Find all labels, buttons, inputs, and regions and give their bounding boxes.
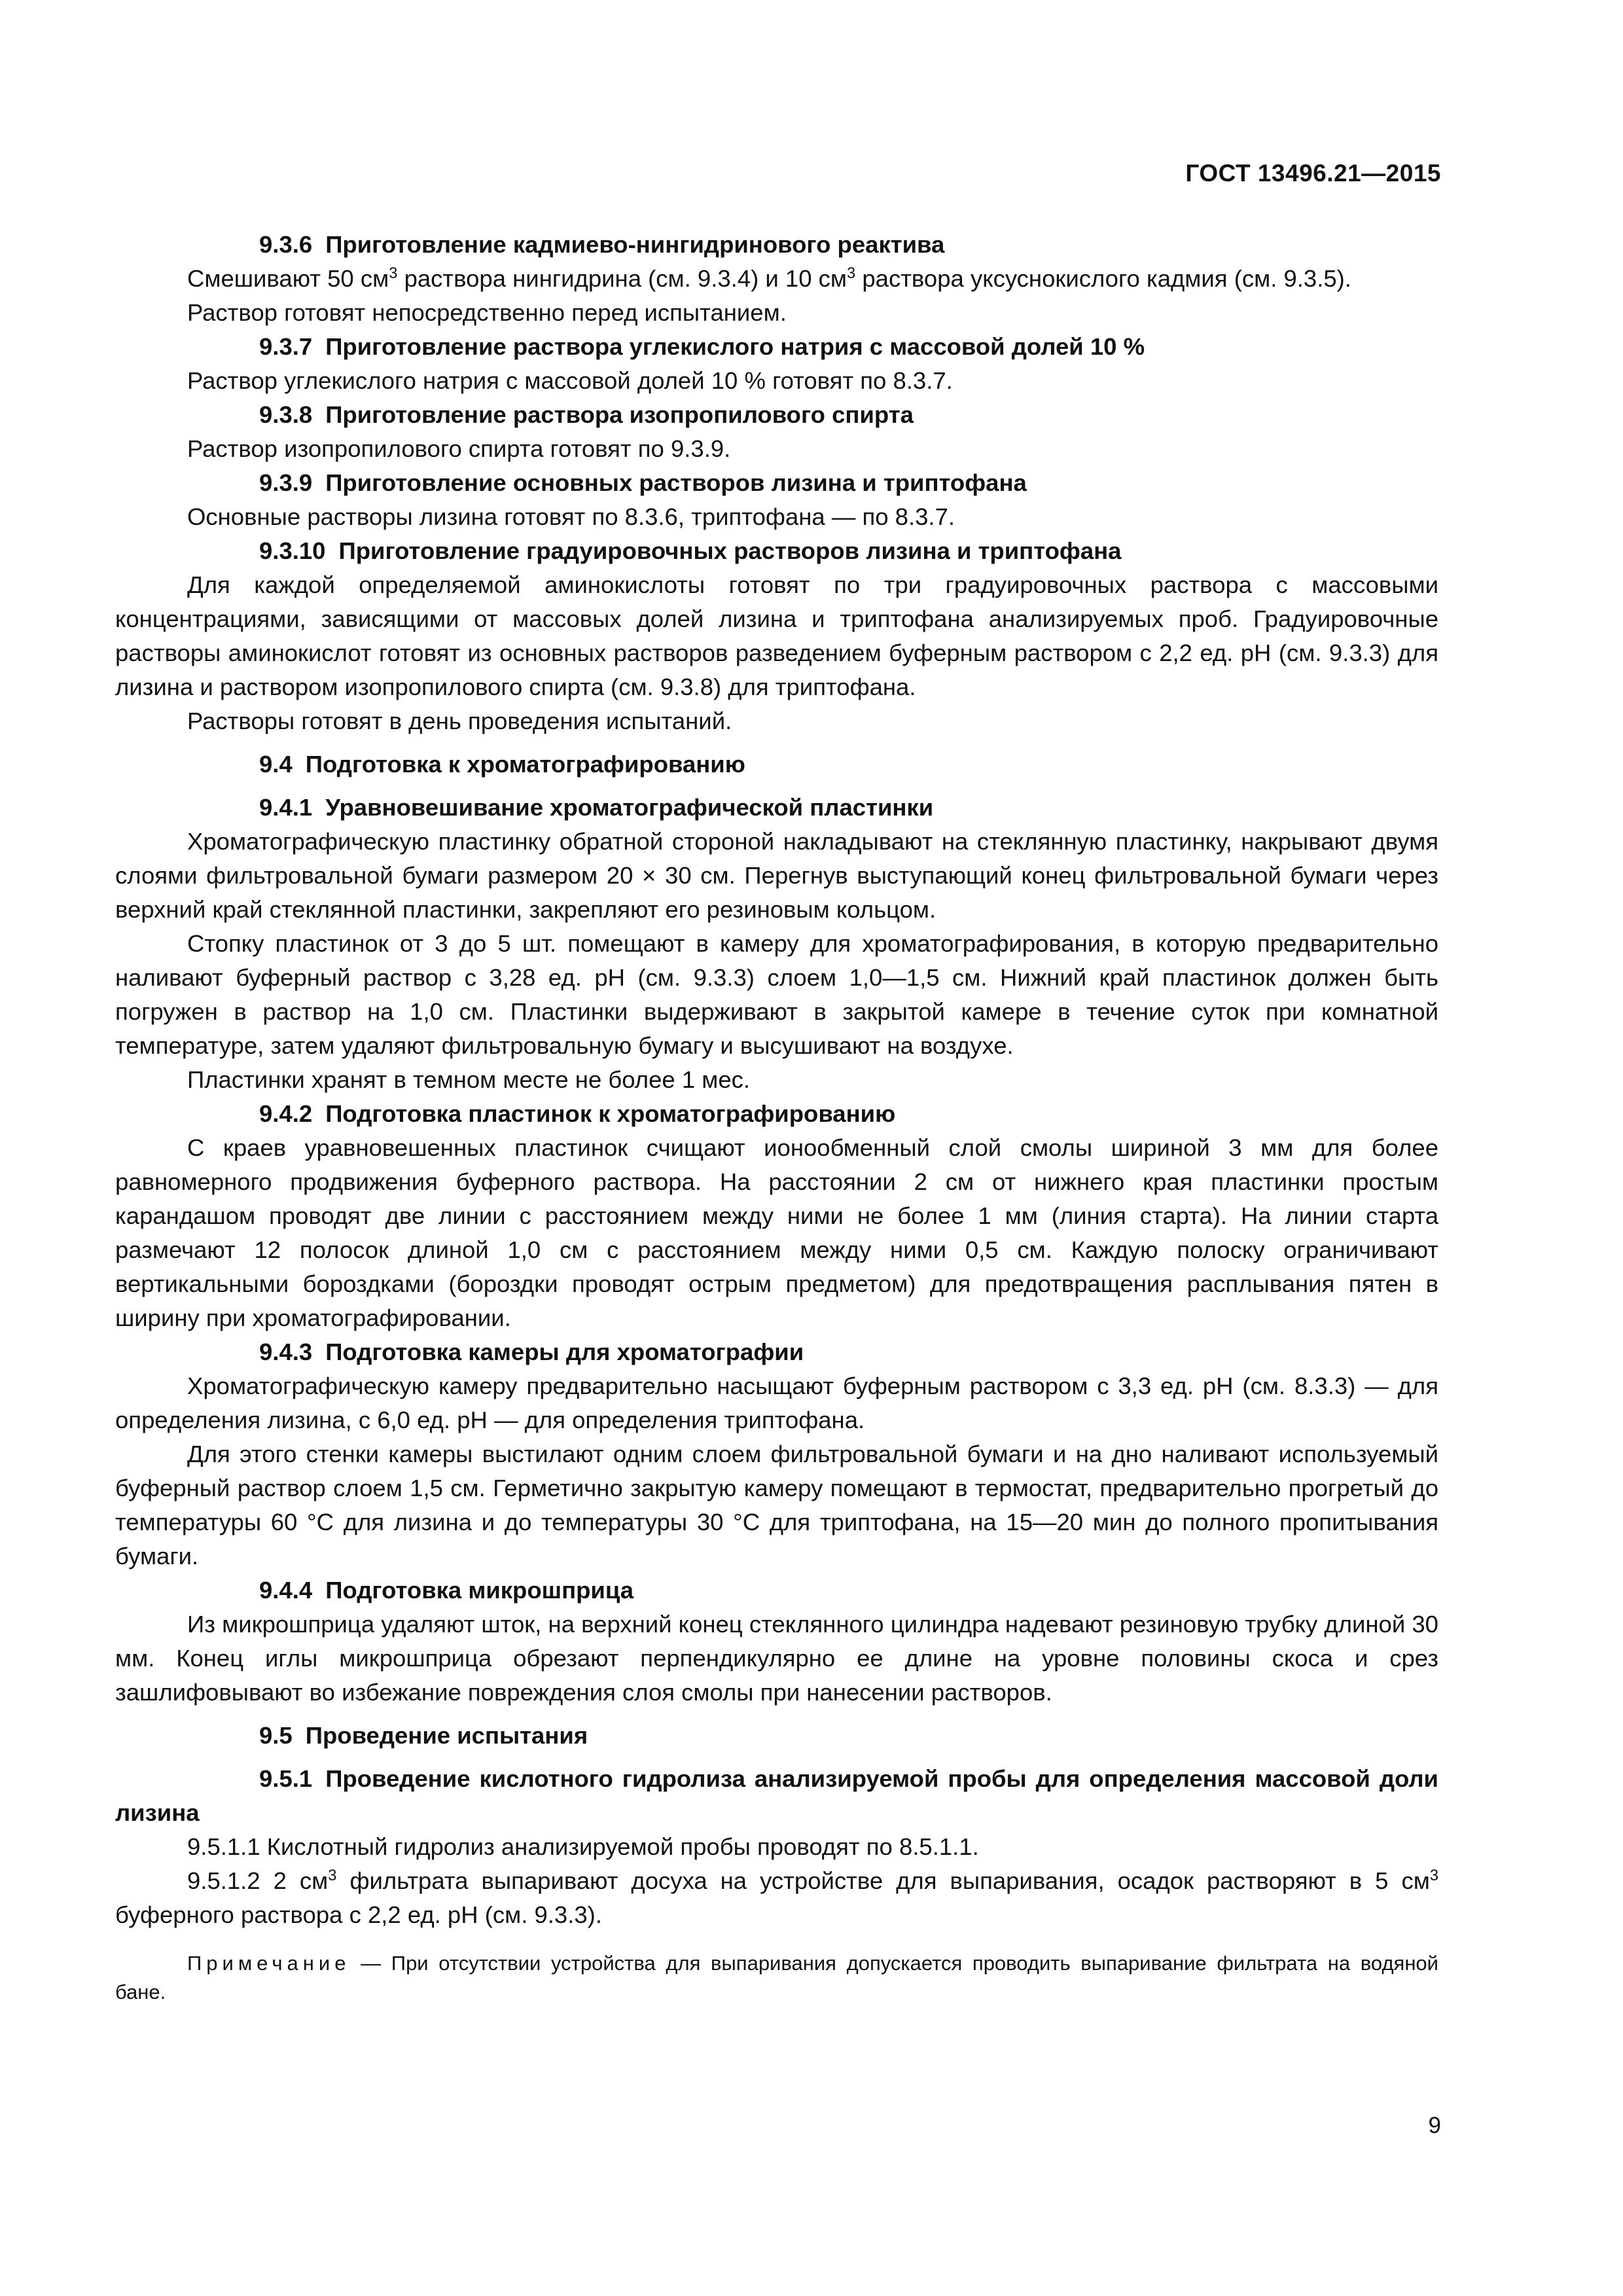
paragraph: Хроматографическую камеру предварительно насыщают буферным раствором с 3,3 ед. pH (см. 8.3.3) — для определения лизина, с 6,0 ед. pH — для определения триптофана. — [115, 1372, 1438, 1433]
paragraph: Раствор углекислого натрия с массовой долей 10 % готовят по 8.3.7. — [187, 367, 953, 394]
paragraph: Раствор готовят непосредственно перед испытанием. — [187, 299, 787, 326]
note-label: Примечание — [187, 1952, 351, 1975]
section-heading-9-5-1: 9.5.1 Проведение кислотного гидролиза анализируемой пробы для определения массовой доли лизина — [115, 1765, 1438, 1826]
document-body — [115, 228, 1438, 2007]
paragraph: 9.5.1.1 Кислотный гидролиз анализируемой пробы проводят по 8.5.1.1. — [187, 1833, 979, 1860]
note — [115, 1949, 1438, 2007]
document-header: ГОСТ 13496.21—2015 — [1185, 160, 1441, 187]
section-heading-9-4-4: 9.4.4 Подготовка микрошприца — [259, 1577, 634, 1604]
paragraph: С краев уравновешенных пластинок счищают ионообменный слой смолы шириной 3 мм для более равномерного продвижения буферного раствора. На расстоянии 2 см от нижнего края пластинки простым карандашом проводят две линии с расстоянием между ними не более 1 мм (линия старта). На линии старта размечают 12 полосок длиной 1,0 см с расстоянием между ними 0,5 см. Каждую полоску ограничивают вертикальными бороздками (бороздки проводят острым предметом) для предотвращения расплывания пятен в ширину при хроматографировании. — [115, 1134, 1438, 1331]
section-heading-9-4-2: 9.4.2 Подготовка пластинок к хроматографированию — [259, 1100, 896, 1127]
section-heading-9-4-1: 9.4.1 Уравновешивание хроматографической пластинки — [259, 794, 934, 821]
section-heading-9-4-3: 9.4.3 Подготовка камеры для хроматографии — [259, 1338, 804, 1365]
paragraph: Из микрошприца удаляют шток, на верхний конец стеклянного цилиндра надевают резиновую трубку длиной 30 мм. Конец иглы микрошприца обрезают перпендикулярно ее длине на уровне половины скоса и срез зашлифовывают во избежание повреждения слоя смолы при нанесении растворов. — [115, 1611, 1438, 1706]
paragraph: Растворы готовят в день проведения испытаний. — [187, 708, 732, 734]
paragraph: Стопку пластинок от 3 до 5 шт. помещают в камеру для хроматографирования, в которую предварительно наливают буферный раствор с 3,28 ед. pH (см. 9.3.3) слоем 1,0—1,5 см. Нижний край пластинок должен быть погружен в раствор на 1,0 см. Пластинки выдерживают в закрытой камере в течение суток при комнатной температуре, затем удаляют фильтровальную бумагу и высушивают на воздухе. — [115, 930, 1438, 1059]
paragraph: Раствор изопропилового спирта готовят по 9.3.9. — [187, 435, 731, 462]
section-heading-9-3-8: 9.3.8 Приготовление раствора изопропилового спирта — [259, 401, 914, 428]
section-heading-9-5: 9.5 Проведение испытания — [259, 1722, 588, 1749]
section-heading-9-3-7: 9.3.7 Приготовление раствора углекислого натрия с массовой долей 10 % — [259, 333, 1145, 360]
section-heading-9-3-6: 9.3.6 Приготовление кадмиево-нингидринового реактива — [259, 231, 945, 258]
paragraph: Для этого стенки камеры выстилают одним слоем фильтровальной бумаги и на дно наливают используемый буферный раствор слоем 1,5 см. Герметично закрытую камеру помещают в термостат, предварительно прогретый до температуры 60 °С для лизина и до температуры 30 °С для триптофана, на 15—20 мин до полного пропитывания бумаги. — [115, 1441, 1438, 1570]
paragraph: Смешивают 50 $см^3$ раствора нингидрина (см. 9.3.4) и 10 $см^3$ раствора уксуснокислого кадмия (см. 9.3.5). — [187, 264, 1351, 292]
paragraph: Основные растворы лизина готовят по 8.3.6, триптофана — по 8.3.7. — [187, 503, 955, 530]
note-text: — При отсутствии устройства для выпаривания допускается проводить выпаривание фильтрата на водяной бане. — [115, 1952, 1438, 2003]
paragraph: 9.5.1.2 2 $см^3$ фильтрата выпаривают досуха на устройстве для выпаривания, осадок растворяют в 5 $см^3$ буферного раствора с 2,2 ед. pH (см. 9.3.3). — [115, 1867, 1439, 1928]
paragraph: Для каждой определяемой аминокислоты готовят по три градуировочных раствора с массовыми концентрациями, зависящими от массовых долей лизина и триптофана анализируемых проб. Градуировочные растворы аминокислот готовят из основных растворов разведением буферным раствором с 2,2 ед. pH (см. 9.3.3) для лизина и раствором изопропилового спирта (см. 9.3.8) для триптофана. — [115, 571, 1438, 700]
page-number: 9 — [1428, 2113, 1441, 2138]
paragraph: Пластинки хранят в темном месте не более 1 мес. — [187, 1066, 751, 1093]
paragraph: Хроматографическую пластинку обратной стороной накладывают на стеклянную пластинку, накрывают двумя слоями фильтровальной бумаги размером 20 × 30 см. Перегнув выступающий конец фильтровальной бумаги через верхний край стеклянной пластинки, закрепляют его резиновым кольцом. — [115, 828, 1438, 923]
section-heading-9-3-10: 9.3.10 Приготовление градуировочных растворов лизина и триптофана — [259, 537, 1122, 564]
section-heading-9-3-9: 9.3.9 Приготовление основных растворов лизина и триптофана — [259, 469, 1027, 496]
section-heading-9-4: 9.4 Подготовка к хроматографированию — [259, 751, 745, 778]
